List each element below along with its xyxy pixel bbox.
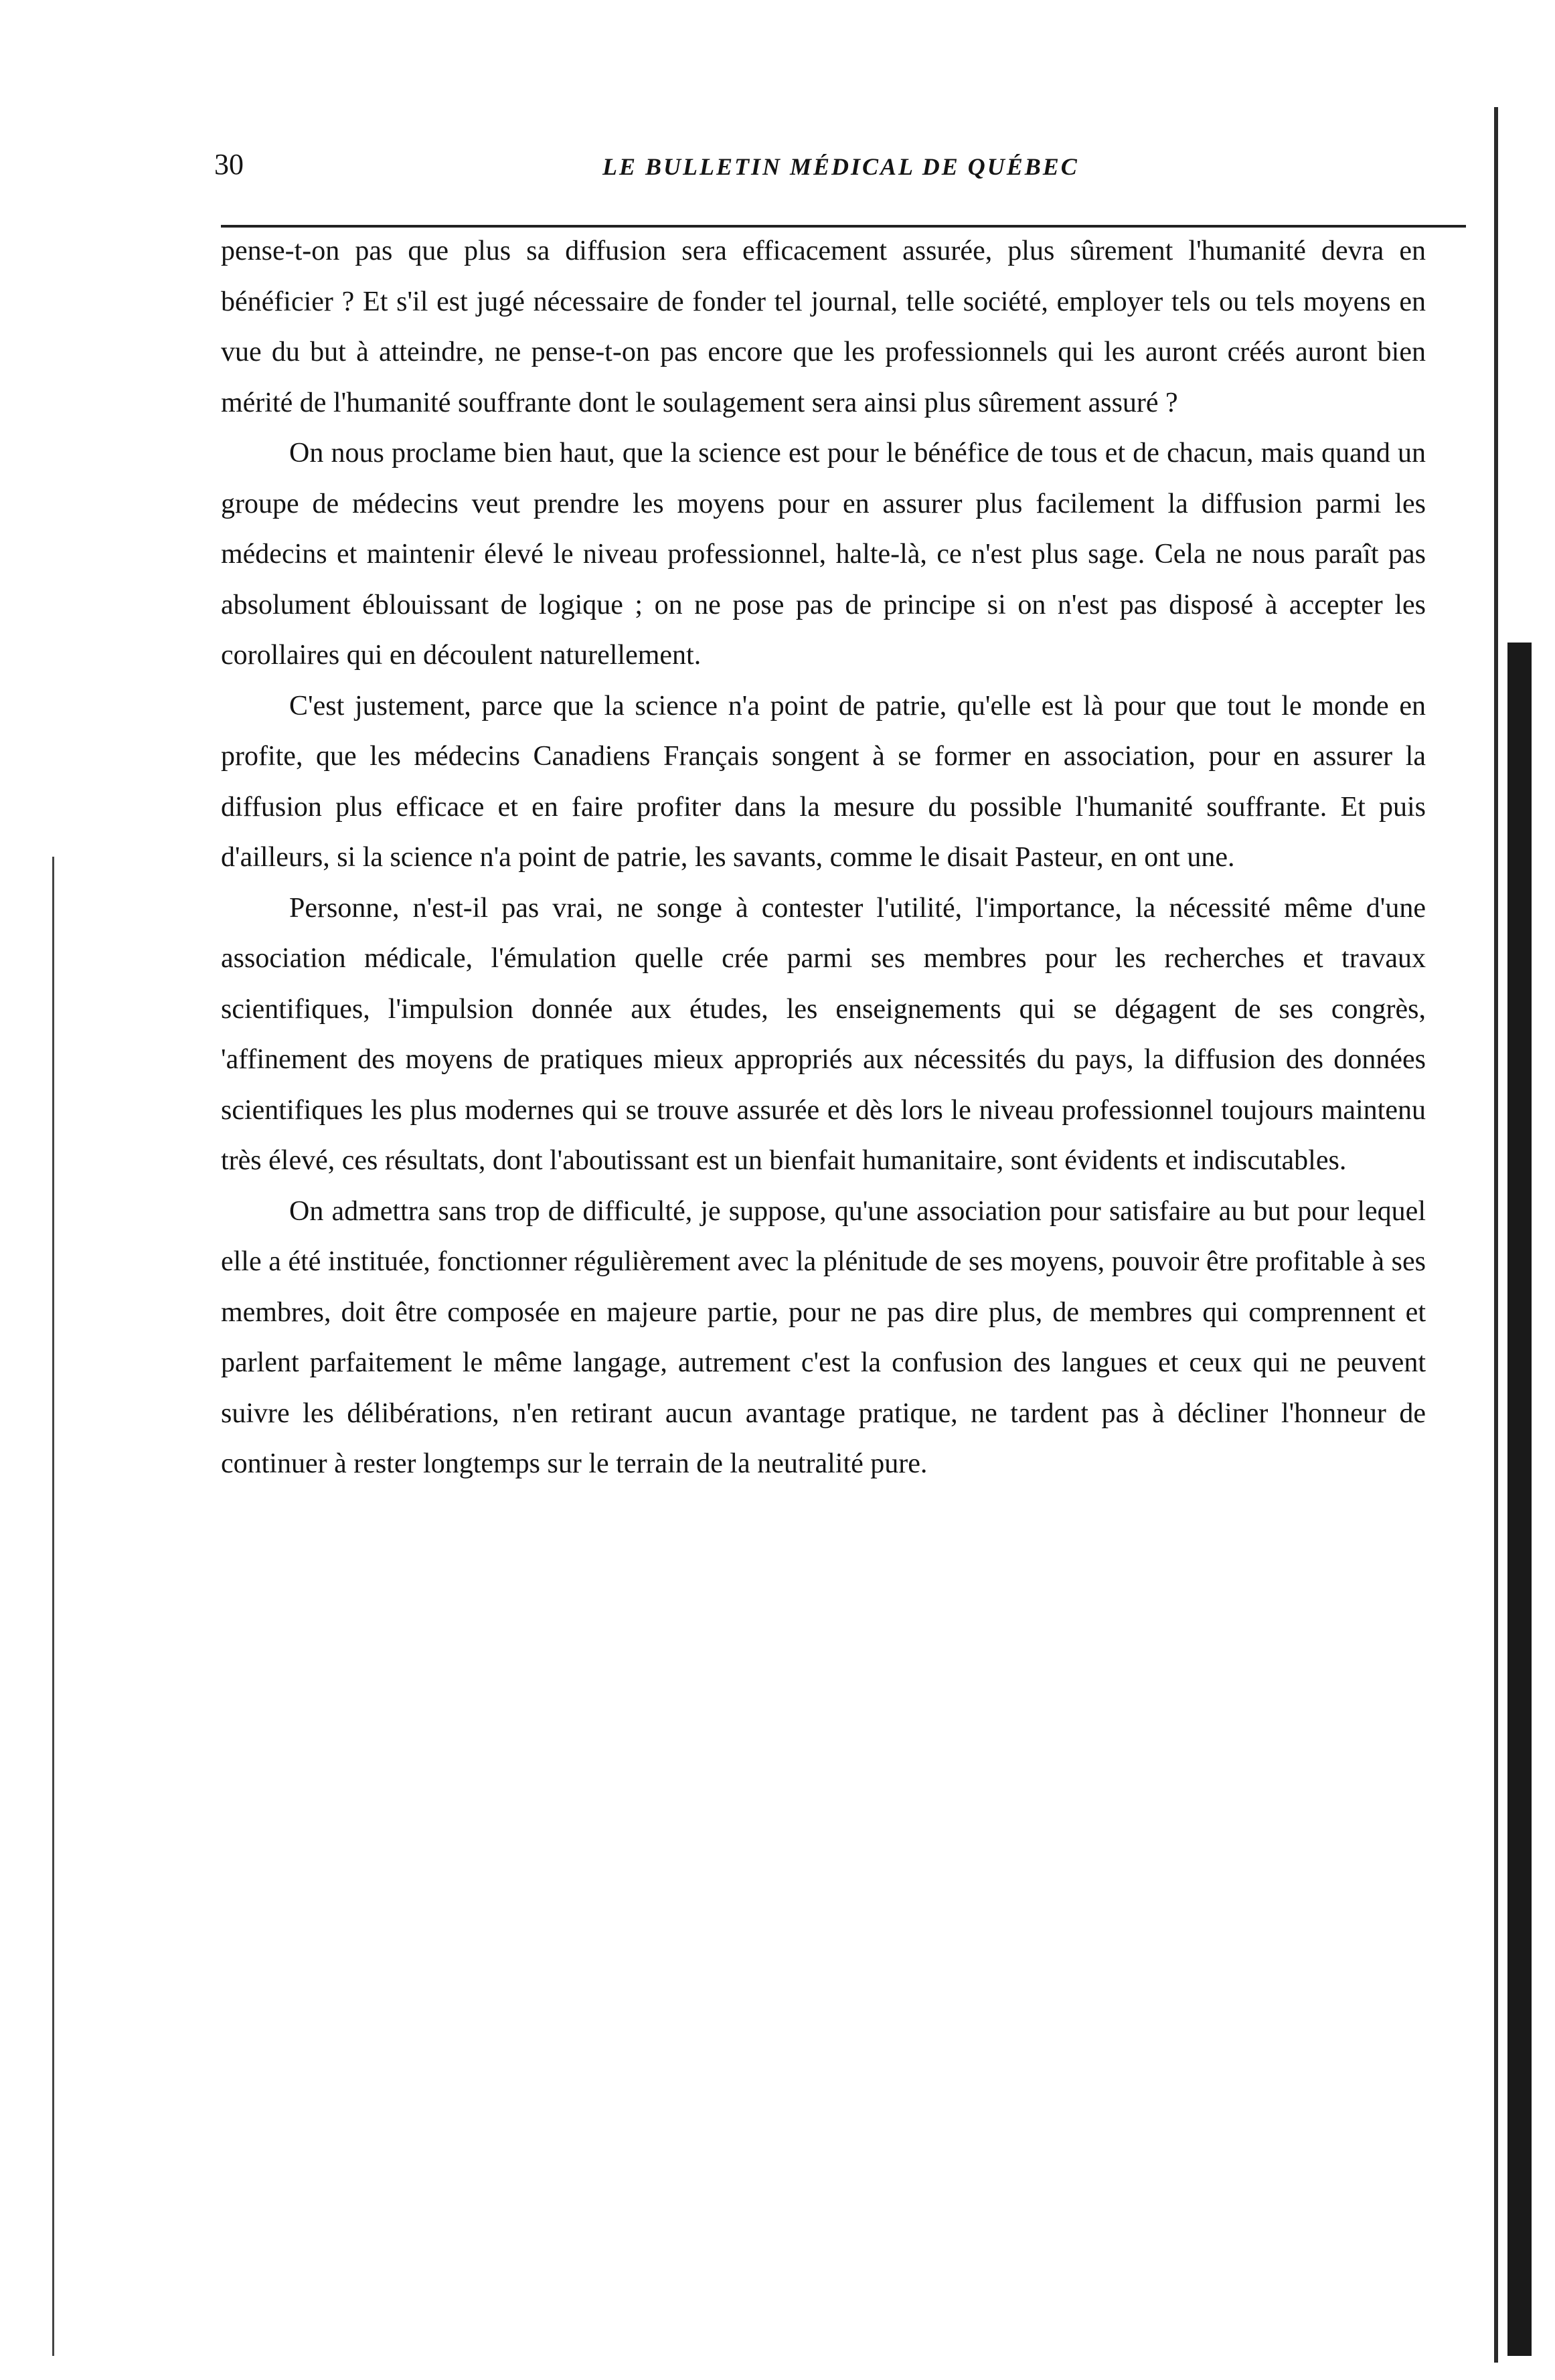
- paragraph-2: On nous proclame bien haut, que la science est pour le bénéfice de tous et de chacun, mais quand un groupe de médecins veut prendre les moyens pour en assurer plus facilement la diffusion parmi les médecins et maintenir élevé le niveau professionnel, halte-là, ce n'est plus sage. Cela ne nous paraît pas absolument éblouissant de logique ; on ne pose pas de principe si on n'est pas disposé à accepter les corollaires qui en découlent naturellement.: [221, 438, 1426, 671]
- paragraph-5: On admettra sans trop de difficulté, je suppose, qu'une association pour satisfaire au but pour lequel elle a été instituée, fonctionner régulièrement avec la plénitude de ses moyens, pouvoir être profitable à ses membres, doit être composée en majeure partie, pour ne pas dire plus, de membres qui comprennent et parlent parfaitement le même langage, autrement c'est la confusion des langues et ceux qui ne peuvent suivre les délibérations, n'en retirant aucun avantage pratique, ne tardent pas à décliner l'honneur de continuer à rester longtemps sur le terrain de la neutralité pure.: [221, 1195, 1426, 1479]
- paragraph-3: C'est justement, parce que la science n'a point de patrie, qu'elle est là pour que tout le monde en profite, que les médecins Canadiens Français songent à se former en association, pour en assurer la diffusion plus efficace et en faire profiter dans la mesure du possible l'humanité souffrante. Et puis d'ailleurs, si la science n'a point de patrie, les savants, comme le disait Pasteur, en ont une.: [221, 690, 1426, 873]
- running-title: LE BULLETIN MÉDICAL DE QUÉBEC: [602, 153, 1079, 180]
- page-number: 30: [214, 148, 244, 181]
- paragraph-1: pense-t-on pas que plus sa diffusion sera efficacement assurée, plus sûrement l'humanité devra en bénéficier ? Et s'il est jugé nécessaire de fonder tel journal, telle société, employer tels ou tels moyens en vue du but à atteindre, ne pense-t-on pas encore que les professionnels qui les auront créés auront bien mérité de l'humanité souffrante dont le soulagement sera ainsi plus sûrement assuré ?: [221, 236, 1426, 418]
- paragraph-4: Personne, n'est-il pas vrai, ne songe à contester l'utilité, l'importance, la nécessité même d'une association médicale, l'émulation quelle crée parmi ses membres pour les recherches et travaux scientifiques, l'impulsion donnée aux études, les enseignements qui se dégagent de ses congrès, 'affinement des moyens de pratiques mieux appropriés aux nécessités du pays, la diffusion des données scientifiques les plus modernes qui se trouve assurée et dès lors le niveau professionnel toujours maintenu très élevé, ces résultats, dont l'aboutissant est un bienfait humanitaire, sont évidents et indiscutables.: [221, 892, 1426, 1176]
- scan-binding-shadow: [1507, 643, 1532, 2356]
- body-text: [221, 226, 1426, 1490]
- page-header: [214, 147, 1473, 187]
- scan-left-edge: [52, 857, 54, 2356]
- scan-right-edge: [1494, 107, 1498, 2363]
